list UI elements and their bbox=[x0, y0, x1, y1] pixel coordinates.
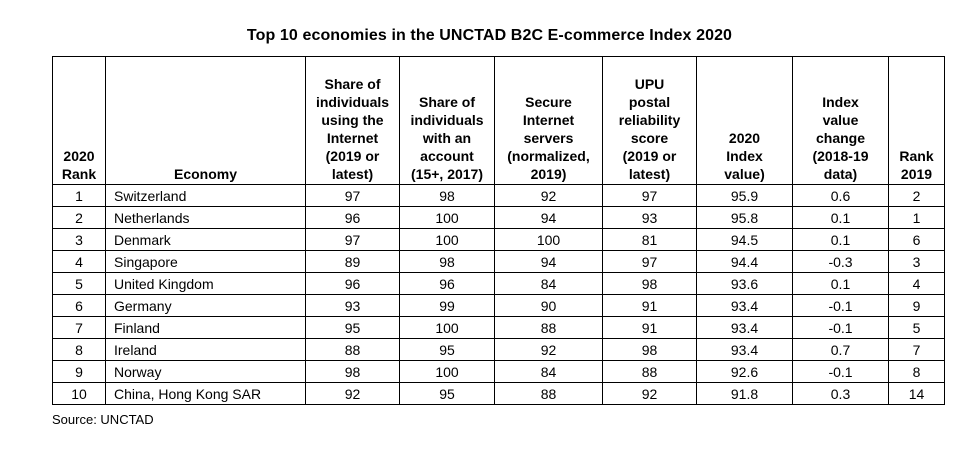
table-row bbox=[53, 339, 945, 361]
index-change-cell: -0.3 bbox=[793, 251, 889, 273]
index-value-cell: 95.9 bbox=[697, 185, 793, 207]
upu-score-cell: 97 bbox=[603, 251, 697, 273]
internet-share-cell: 92 bbox=[306, 383, 400, 405]
economy-cell: Singapore bbox=[106, 251, 306, 273]
internet-share-cell: 97 bbox=[306, 185, 400, 207]
upu-score-cell: 91 bbox=[603, 295, 697, 317]
rank-2020-cell: 4 bbox=[53, 251, 106, 273]
index-change-cell: 0.1 bbox=[793, 229, 889, 251]
secure-servers-cell: 100 bbox=[495, 229, 603, 251]
account-share-cell: 98 bbox=[400, 185, 495, 207]
table-row bbox=[53, 317, 945, 339]
header-rank-2019: Rank 2019 bbox=[889, 57, 945, 185]
rank-2019-cell: 4 bbox=[889, 273, 945, 295]
header-secure-servers: Secure Internet servers (normalized, 2019) bbox=[495, 57, 603, 185]
upu-score-cell: 93 bbox=[603, 207, 697, 229]
secure-servers-cell: 92 bbox=[495, 339, 603, 361]
index-change-cell: 0.3 bbox=[793, 383, 889, 405]
secure-servers-cell: 92 bbox=[495, 185, 603, 207]
index-value-cell: 93.4 bbox=[697, 295, 793, 317]
header-economy: Economy bbox=[106, 57, 306, 185]
internet-share-cell: 96 bbox=[306, 273, 400, 295]
index-change-cell: -0.1 bbox=[793, 295, 889, 317]
ecommerce-index-table bbox=[52, 56, 945, 405]
index-value-cell: 93.4 bbox=[697, 339, 793, 361]
index-value-cell: 91.8 bbox=[697, 383, 793, 405]
economy-cell: China, Hong Kong SAR bbox=[106, 383, 306, 405]
index-change-cell: -0.1 bbox=[793, 361, 889, 383]
source-note: Source: UNCTAD bbox=[52, 412, 154, 427]
table-row bbox=[53, 295, 945, 317]
upu-score-cell: 88 bbox=[603, 361, 697, 383]
index-change-cell: -0.1 bbox=[793, 317, 889, 339]
table-row bbox=[53, 273, 945, 295]
index-change-cell: 0.1 bbox=[793, 207, 889, 229]
account-share-cell: 95 bbox=[400, 383, 495, 405]
upu-score-cell: 91 bbox=[603, 317, 697, 339]
rank-2020-cell: 9 bbox=[53, 361, 106, 383]
header-account-share: Share of individuals with an account (15+, 2017) bbox=[400, 57, 495, 185]
header-index-value: 2020 Index value) bbox=[697, 57, 793, 185]
rank-2019-cell: 14 bbox=[889, 383, 945, 405]
secure-servers-cell: 88 bbox=[495, 383, 603, 405]
secure-servers-cell: 94 bbox=[495, 251, 603, 273]
rank-2020-cell: 2 bbox=[53, 207, 106, 229]
secure-servers-cell: 88 bbox=[495, 317, 603, 339]
secure-servers-cell: 84 bbox=[495, 273, 603, 295]
economy-cell: Denmark bbox=[106, 229, 306, 251]
index-value-cell: 93.4 bbox=[697, 317, 793, 339]
rank-2020-cell: 8 bbox=[53, 339, 106, 361]
economy-cell: United Kingdom bbox=[106, 273, 306, 295]
economy-cell: Norway bbox=[106, 361, 306, 383]
upu-score-cell: 97 bbox=[603, 185, 697, 207]
index-value-cell: 94.5 bbox=[697, 229, 793, 251]
table-row bbox=[53, 251, 945, 273]
account-share-cell: 100 bbox=[400, 207, 495, 229]
header-internet-share: Share of individuals using the Internet (2019 or latest) bbox=[306, 57, 400, 185]
table-title: Top 10 economies in the UNCTAD B2C E-commerce Index 2020 bbox=[246, 27, 733, 44]
account-share-cell: 96 bbox=[400, 273, 495, 295]
internet-share-cell: 96 bbox=[306, 207, 400, 229]
upu-score-cell: 98 bbox=[603, 273, 697, 295]
rank-2019-cell: 1 bbox=[889, 207, 945, 229]
upu-score-cell: 98 bbox=[603, 339, 697, 361]
rank-2020-cell: 10 bbox=[53, 383, 106, 405]
header-index-change: Index value change (2018-19 data) bbox=[793, 57, 889, 185]
header-upu-score: UPU postal reliability score (2019 or latest) bbox=[603, 57, 697, 185]
rank-2019-cell: 5 bbox=[889, 317, 945, 339]
rank-2020-cell: 5 bbox=[53, 273, 106, 295]
rank-2020-cell: 1 bbox=[53, 185, 106, 207]
internet-share-cell: 97 bbox=[306, 229, 400, 251]
account-share-cell: 99 bbox=[400, 295, 495, 317]
upu-score-cell: 81 bbox=[603, 229, 697, 251]
secure-servers-cell: 94 bbox=[495, 207, 603, 229]
internet-share-cell: 93 bbox=[306, 295, 400, 317]
index-value-cell: 95.8 bbox=[697, 207, 793, 229]
internet-share-cell: 88 bbox=[306, 339, 400, 361]
internet-share-cell: 95 bbox=[306, 317, 400, 339]
economy-cell: Finland bbox=[106, 317, 306, 339]
index-change-cell: 0.1 bbox=[793, 273, 889, 295]
header-row bbox=[53, 57, 945, 185]
rank-2019-cell: 8 bbox=[889, 361, 945, 383]
secure-servers-cell: 90 bbox=[495, 295, 603, 317]
table-body bbox=[53, 185, 945, 405]
account-share-cell: 98 bbox=[400, 251, 495, 273]
table-row bbox=[53, 229, 945, 251]
rank-2019-cell: 7 bbox=[889, 339, 945, 361]
rank-2019-cell: 6 bbox=[889, 229, 945, 251]
upu-score-cell: 92 bbox=[603, 383, 697, 405]
economy-cell: Switzerland bbox=[106, 185, 306, 207]
rank-2020-cell: 6 bbox=[53, 295, 106, 317]
rank-2019-cell: 9 bbox=[889, 295, 945, 317]
internet-share-cell: 98 bbox=[306, 361, 400, 383]
rank-2019-cell: 2 bbox=[889, 185, 945, 207]
account-share-cell: 100 bbox=[400, 361, 495, 383]
table-row bbox=[53, 383, 945, 405]
economy-cell: Germany bbox=[106, 295, 306, 317]
internet-share-cell: 89 bbox=[306, 251, 400, 273]
table-row bbox=[53, 361, 945, 383]
account-share-cell: 95 bbox=[400, 339, 495, 361]
account-share-cell: 100 bbox=[400, 317, 495, 339]
table-row bbox=[53, 185, 945, 207]
rank-2019-cell: 3 bbox=[889, 251, 945, 273]
rank-2020-cell: 3 bbox=[53, 229, 106, 251]
table-row bbox=[53, 207, 945, 229]
account-share-cell: 100 bbox=[400, 229, 495, 251]
index-value-cell: 93.6 bbox=[697, 273, 793, 295]
index-change-cell: 0.7 bbox=[793, 339, 889, 361]
rank-2020-cell: 7 bbox=[53, 317, 106, 339]
economy-cell: Ireland bbox=[106, 339, 306, 361]
secure-servers-cell: 84 bbox=[495, 361, 603, 383]
header-rank-2020: 2020 Rank bbox=[53, 57, 106, 185]
index-change-cell: 0.6 bbox=[793, 185, 889, 207]
index-value-cell: 92.6 bbox=[697, 361, 793, 383]
index-value-cell: 94.4 bbox=[697, 251, 793, 273]
economy-cell: Netherlands bbox=[106, 207, 306, 229]
